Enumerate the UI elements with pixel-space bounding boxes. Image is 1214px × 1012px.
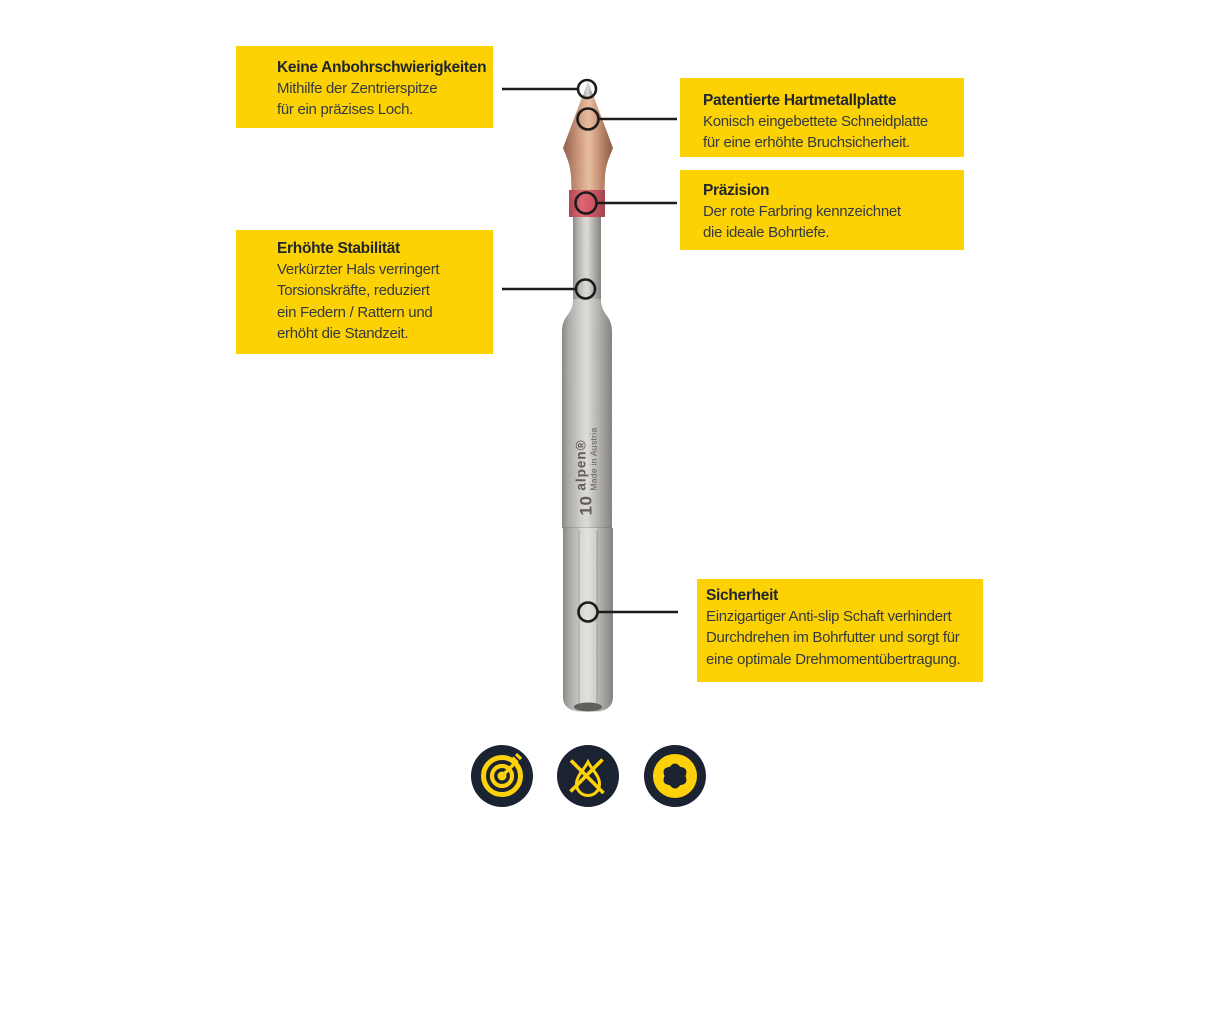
callout-line: für eine erhöhte Bruchsicherheit. bbox=[703, 134, 910, 152]
callout-line: Der rote Farbring kennzeichnet bbox=[703, 203, 901, 220]
callout-title: Keine Anbohrschwierigkeiten bbox=[277, 59, 487, 76]
callout-title: Sicherheit bbox=[706, 587, 778, 604]
drill-body bbox=[562, 299, 612, 528]
callout-title: Präzision bbox=[703, 182, 770, 199]
callout-centering bbox=[236, 46, 493, 128]
callout-line: die ideale Bohrtiefe. bbox=[703, 224, 830, 242]
callout-line: eine optimale Drehmomentübertragung. bbox=[706, 650, 961, 668]
hex-shank-icon bbox=[644, 745, 706, 807]
callout-line: Torsionskräfte, reduziert bbox=[277, 282, 430, 300]
precision-target-icon bbox=[471, 745, 533, 807]
callout-line: Einzigartiger Anti-slip Schaft verhindert bbox=[706, 608, 952, 625]
callout-line: Konisch eingebettete Schneidplatte bbox=[703, 113, 928, 130]
callout-line: Verkürzter Hals verringert bbox=[277, 261, 440, 278]
callout-line: erhöht die Standzeit. bbox=[277, 325, 409, 343]
callout-line: Mithilfe der Zentrierspitze bbox=[277, 80, 438, 97]
callout-stability bbox=[236, 230, 493, 354]
callout-line: Durchdrehen im Bohrfutter und sorgt für bbox=[706, 629, 960, 647]
callout-title: Erhöhte Stabilität bbox=[277, 240, 400, 257]
drill-centering-tip bbox=[583, 81, 594, 97]
callout-safety bbox=[697, 579, 983, 682]
callout-precision bbox=[680, 170, 964, 250]
callout-title: Patentierte Hartmetallplatte bbox=[703, 92, 897, 109]
shaft-marking-brand: alpen® bbox=[573, 439, 588, 491]
drill-shank-facet-highlight bbox=[579, 528, 597, 704]
no-water-drop-icon bbox=[557, 745, 619, 807]
drill-carbide-head bbox=[563, 96, 613, 190]
callout-carbide-plate bbox=[680, 78, 964, 157]
drill-shank-end-face bbox=[574, 703, 602, 712]
shaft-marking-origin: Made in Austria bbox=[588, 427, 599, 491]
callout-line: ein Federn / Rattern und bbox=[277, 303, 433, 321]
shaft-marking-size: 10 bbox=[576, 495, 595, 516]
callout-line: für ein präzises Loch. bbox=[277, 101, 413, 119]
